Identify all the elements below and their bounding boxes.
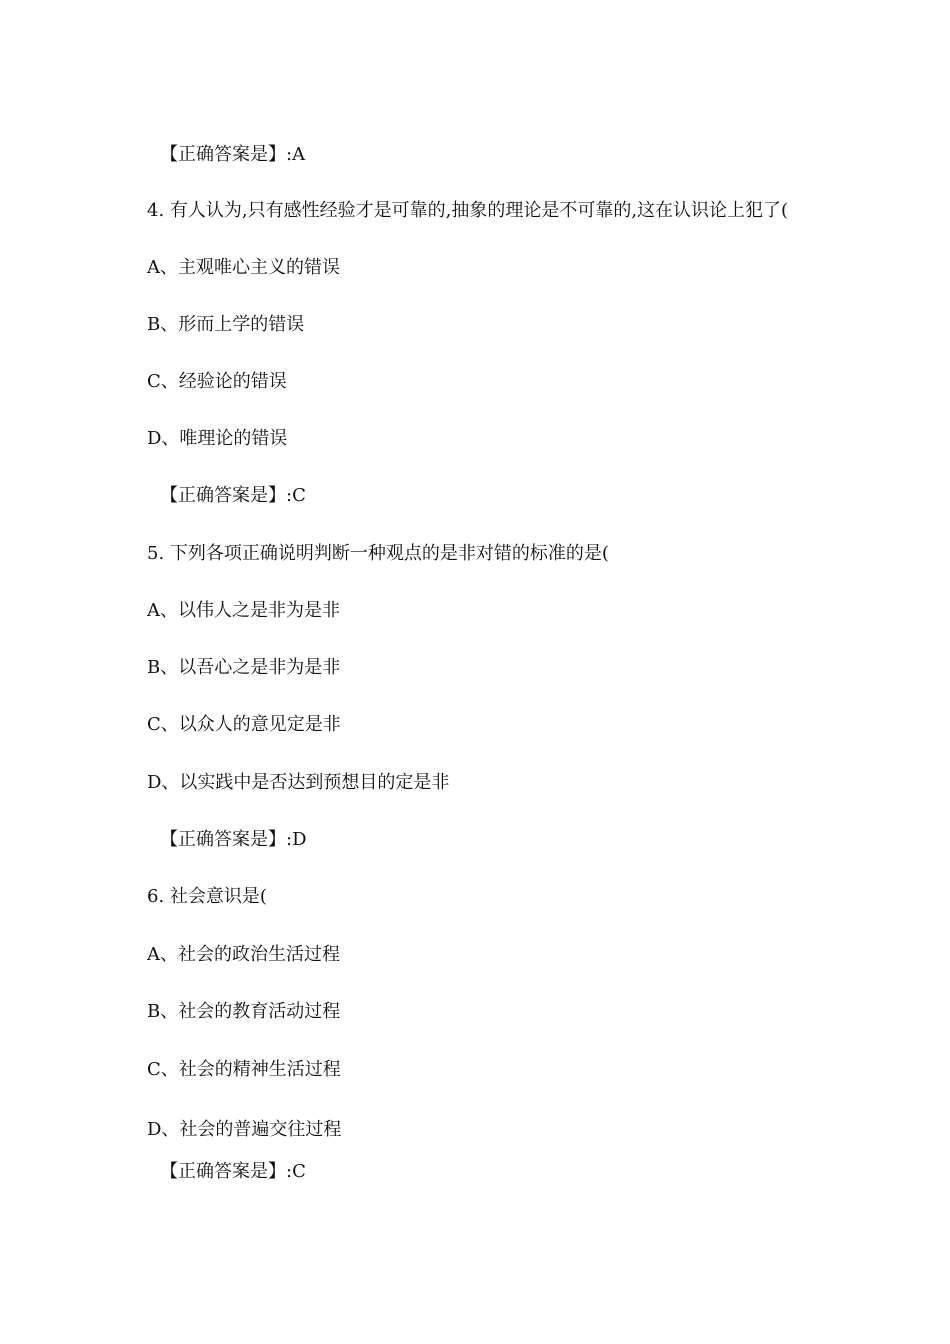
- answer-line: 【正确答案是】:A: [160, 144, 306, 165]
- option-line: D、唯理论的错误: [147, 428, 288, 449]
- option-line: C、以众人的意见定是非: [147, 714, 341, 735]
- option-line: B、社会的教育活动过程: [147, 1001, 341, 1022]
- answer-line: 【正确答案是】:C: [160, 485, 306, 506]
- option-line: D、社会的普遍交往过程: [147, 1119, 342, 1140]
- option-line: A、主观唯心主义的错误: [147, 257, 340, 278]
- option-line: A、社会的政治生活过程: [147, 944, 340, 965]
- question-4: 4. 有人认为,只有感性经验才是可靠的,抽象的理论是不可靠的,这在认识论上犯了(: [147, 200, 789, 221]
- answer-line: 【正确答案是】:D: [160, 829, 307, 850]
- option-line: C、经验论的错误: [147, 371, 287, 392]
- question-5: 5. 下列各项正确说明判断一种观点的是非对错的标准的是(: [147, 543, 609, 564]
- option-line: B、形而上学的错误: [147, 314, 305, 335]
- option-line: D、以实践中是否达到预想目的定是非: [147, 772, 450, 793]
- option-line: B、以吾心之是非为是非: [147, 657, 341, 678]
- option-line: A、以伟人之是非为是非: [147, 600, 340, 621]
- question-6: 6. 社会意识是(: [147, 886, 267, 907]
- answer-line: 【正确答案是】:C: [160, 1161, 306, 1182]
- option-line: C、社会的精神生活过程: [147, 1059, 341, 1080]
